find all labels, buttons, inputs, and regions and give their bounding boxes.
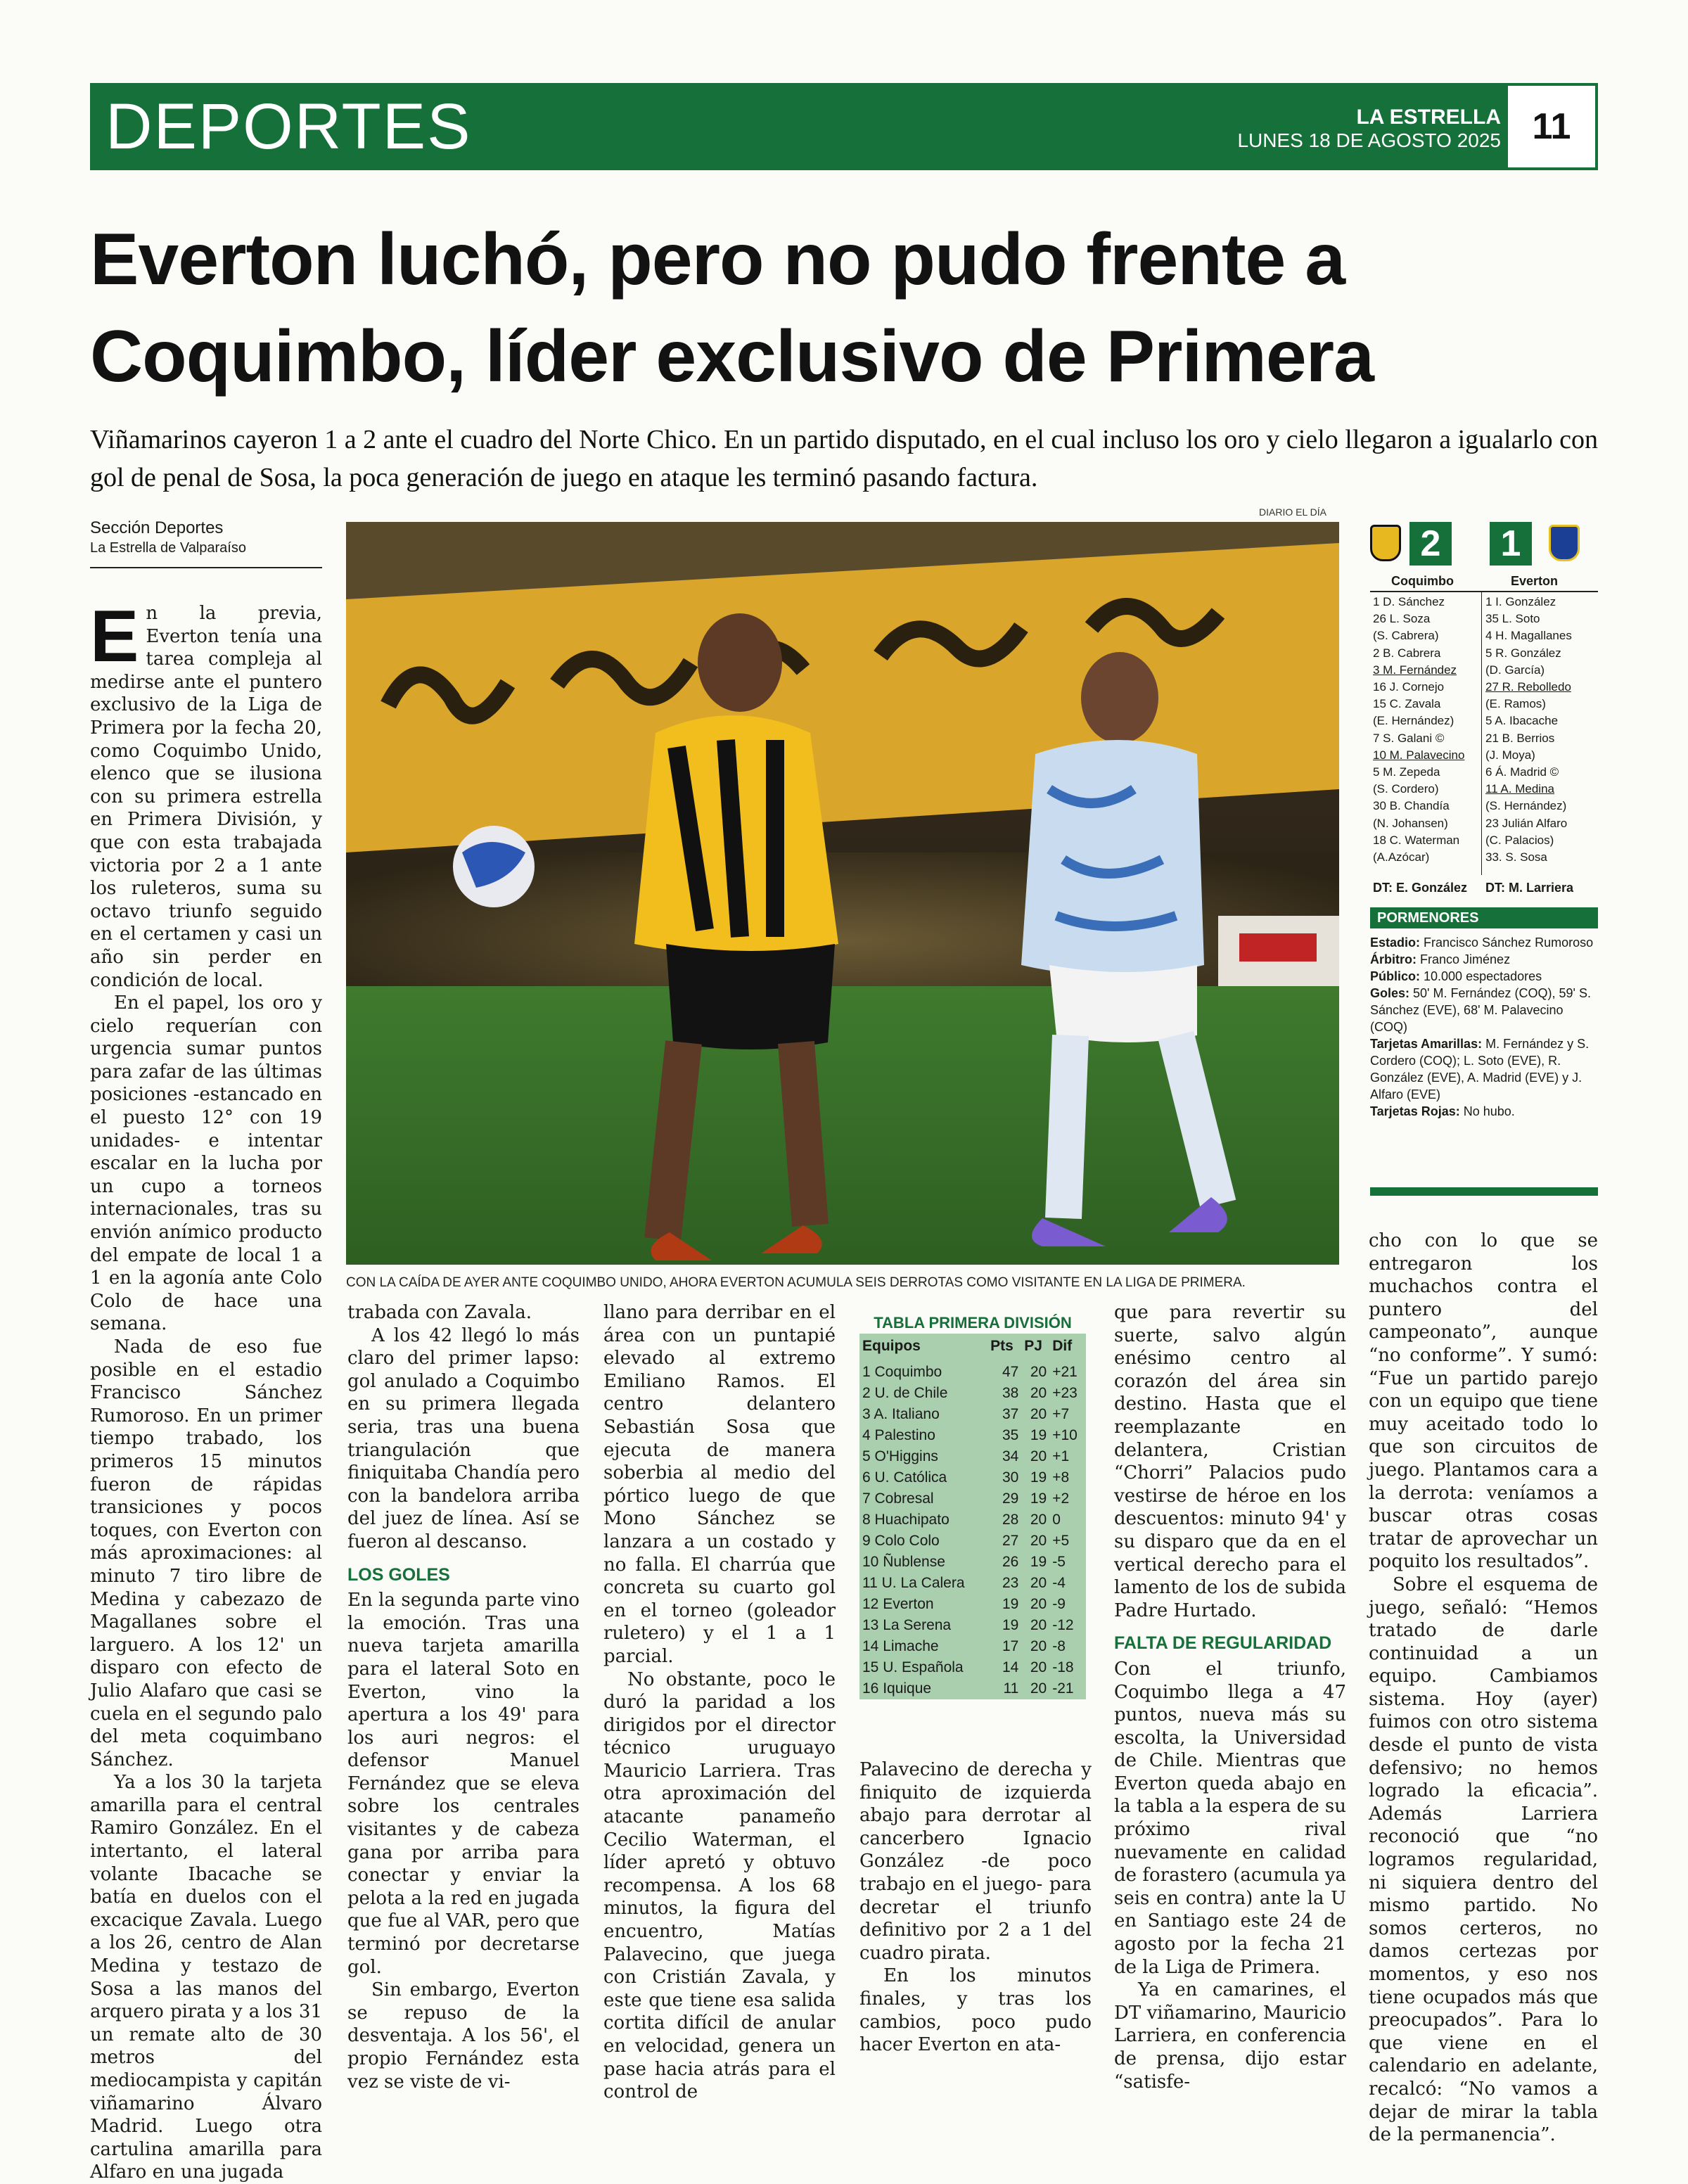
- detail-label: Estadio:: [1370, 935, 1421, 950]
- page-number: 11: [1532, 106, 1571, 147]
- table-row: [859, 1594, 1086, 1615]
- table-row: [859, 1531, 1086, 1552]
- paragraph: Sobre el esquema de juego, señaló: “Hemos tratado de darle continuidad a un equipo. Cambiamos sistema. Hoy (ayer) fuimos con otro sistema desde el punto de vista defensivo; no hemos logrado la eficacia”. Además Larriera reconoció que “no logramos regularidad, ni siquiera dentro del mismo partido. No somos certeros, no damos certezas por momentos, y eso nos tiene ocupados más que preocupados”. Para lo que viene en el calendario en adelante, recalcó: “No vamos a dejar de mirar la tabla de la permanencia”.: [1369, 1573, 1598, 2146]
- article-column-4: [859, 1758, 1092, 2057]
- lineup-divider: [1481, 591, 1482, 875]
- detail-label: Tarjetas Amarillas:: [1370, 1037, 1483, 1051]
- team-cell: 2 U. de Chile: [862, 1385, 948, 1401]
- score-box-bottom-rule: [1370, 1187, 1598, 1196]
- points-cell: 35: [1002, 1427, 1019, 1443]
- detail-text: M. Fernández y S. Cordero (COQ); L. Soto (EVE), R. González (EVE), A. Madrid (EVE) y J. Alfaro (EVE): [1370, 1037, 1590, 1101]
- lineup-player: 10 M. Palavecino: [1373, 748, 1465, 762]
- detail-label: Goles:: [1370, 986, 1410, 1000]
- deck: Viñamarinos cayeron 1 a 2 ante el cuadro del Norte Chico. En un partido disputado, en el cual incluso los oro y cielo llegaron a igualarlo con gol de penal de Sosa, la poca generación de juego en ataque les terminó pasando factura.: [90, 425, 1599, 492]
- standings-grid: [859, 1336, 1086, 1699]
- points-cell: 29: [1002, 1490, 1019, 1507]
- paragraph: cho con lo que se entregaron los muchachos contra el puntero del campeonato”, aunque “no conforme”. Y sumó: “Fue un partido parejo con un equipo que tiene muy aceitado todo lo que son circuitos de juego. Plantamos cara a la derrota: veníamos a buscar otras cosas tratar de aprovechar un poquito los resultados”.: [1369, 1230, 1598, 1573]
- score-divider: [1370, 591, 1598, 592]
- table-row: [859, 1362, 1086, 1383]
- lineup-player: 16 J. Cornejo: [1373, 680, 1445, 694]
- lineup-player: 2 B. Cabrera: [1373, 646, 1441, 660]
- team-cell: 5 O'Higgins: [862, 1448, 938, 1464]
- lineup-player: 7 S. Galani ©: [1373, 731, 1445, 745]
- headline: Everton luchó, pero no pudo frente a Coquimbo, líder exclusivo de Primera: [90, 219, 1374, 397]
- lineup-player: (E. Ramos): [1485, 697, 1546, 711]
- lineup-player: 18 C. Waterman: [1373, 833, 1460, 847]
- team-cell: 10 Ñublense: [862, 1554, 945, 1570]
- diff-cell: -18: [1052, 1659, 1074, 1675]
- points-cell: 11: [1003, 1680, 1019, 1697]
- lineup-player: 27 R. Rebolledo: [1485, 680, 1571, 694]
- table-row: [859, 1383, 1086, 1404]
- points-cell: 30: [1002, 1469, 1019, 1486]
- paragraph: llano para derribar en el área con un puntapié elevado al extremo Emiliano Ramos. El centro delantero Sebastián Sosa que ejecuta de manera soberbia al medio del pórtico luego de que Mono Sánchez se lanzara a un costado y no falla. El charrúa que concreta su cuarto gol en el torneo (goleador ruletero) y el 1 a 1 parcial.: [603, 1302, 836, 1667]
- played-cell: 20: [1030, 1680, 1047, 1697]
- byline: [90, 518, 322, 568]
- detail-label: Árbitro:: [1370, 952, 1417, 966]
- points-cell: 38: [1002, 1385, 1019, 1401]
- lineup-player: (E. Hernández): [1373, 714, 1454, 728]
- points-cell: 28: [1002, 1512, 1019, 1528]
- detail-item: [1370, 951, 1598, 968]
- paragraph: Sin embargo, Everton se repuso de la desventaja. A los 56', el propio Fernández esta vez se viste de vi-: [347, 1979, 580, 2093]
- lineup-player: 3 M. Fernández: [1373, 663, 1457, 677]
- table-row: [859, 1446, 1086, 1467]
- detail-label: Tarjetas Rojas:: [1370, 1104, 1460, 1118]
- played-cell: 20: [1030, 1575, 1047, 1591]
- article-column-6: [1369, 1230, 1598, 2147]
- played-cell: 20: [1030, 1596, 1047, 1612]
- detail-item: [1370, 1103, 1598, 1120]
- lineup-player: 1 I. González: [1485, 595, 1556, 608]
- diff-cell: +8: [1052, 1469, 1070, 1486]
- points-cell: 19: [1002, 1617, 1019, 1633]
- lineup-player: (C. Palacios): [1485, 833, 1554, 847]
- points-cell: 19: [1002, 1596, 1019, 1612]
- lineup-player: 26 L. Soza: [1373, 612, 1431, 626]
- points-cell: 34: [1002, 1448, 1019, 1464]
- table-row: [859, 1425, 1086, 1446]
- points-cell: 14: [1002, 1659, 1019, 1675]
- away-lineup: [1485, 594, 1598, 866]
- detail-item: [1370, 985, 1598, 1035]
- team-cell: 1 Coquimbo: [862, 1364, 942, 1380]
- lineup-player: 35 L. Soto: [1485, 612, 1540, 626]
- team-cell: 12 Everton: [862, 1596, 934, 1612]
- table-row: [859, 1467, 1086, 1488]
- standings-header-row: [859, 1336, 1086, 1362]
- team-cell: 3 A. Italiano: [862, 1406, 940, 1422]
- article-column-2: [347, 1301, 580, 2093]
- table-row: [859, 1678, 1086, 1699]
- paragraph: En la segunda parte vino la emoción. Tras una nueva tarjeta amarilla para el lateral Soto en Everton, vino la apertura a los 49' para los auri negros: el defensor Manuel Fernández que se eleva sobre los centrales visitantes y de cabeza gana por arriba para conectar y enviar la pelota a la red en jugada que fue al VAR, pero que terminó por decretarse gol.: [347, 1590, 580, 1978]
- points-cell: 26: [1002, 1554, 1019, 1570]
- played-cell: 20: [1030, 1638, 1047, 1654]
- masthead: [1237, 106, 1501, 152]
- standings-title: TABLA PRIMERA DIVISIÓN: [859, 1313, 1086, 1334]
- diff-cell: -21: [1052, 1680, 1074, 1697]
- played-cell: 19: [1030, 1554, 1047, 1570]
- lineup-player: 1 D. Sánchez: [1373, 595, 1445, 608]
- away-coach: DT: M. Larriera: [1485, 881, 1574, 895]
- detail-text: Franco Jiménez: [1420, 952, 1511, 966]
- lineup-player: 23 Julián Alfaro: [1485, 816, 1568, 830]
- points-cell: 27: [1002, 1533, 1019, 1549]
- played-cell: 20: [1030, 1617, 1047, 1633]
- table-row: [859, 1552, 1086, 1573]
- header-equipos: Equipos: [862, 1338, 921, 1354]
- diff-cell: -4: [1052, 1575, 1066, 1591]
- pormenores-title: PORMENORES: [1370, 907, 1598, 928]
- lineup-player: 5 M. Zepeda: [1373, 765, 1440, 779]
- away-score: 1: [1490, 522, 1532, 566]
- away-team-name: Everton: [1511, 574, 1559, 588]
- newspaper-name: LA ESTRELLA: [1356, 106, 1501, 129]
- diff-cell: -5: [1052, 1554, 1066, 1570]
- coquimbo-shield-icon: [1370, 525, 1401, 561]
- played-cell: 20: [1030, 1533, 1047, 1549]
- detail-text: Francisco Sánchez Rumoroso: [1424, 935, 1594, 950]
- home-lineup: [1373, 594, 1478, 866]
- team-cell: 15 U. Española: [862, 1659, 964, 1675]
- lineup-player: (S. Hernández): [1485, 799, 1567, 813]
- subhead-falta-de-regularidad: FALTA DE REGULARIDAD: [1114, 1633, 1332, 1654]
- paragraph: No obstante, poco le duró la paridad a los dirigidos por el director técnico uruguayo Mauricio Larriera. Tras otra aproximación del atacante panameño Cecilio Waterman, el líder apretó y obtuvo recompensa. A los 68 minutos, la figura del encuentro, Matías Palavecino, que juega con Cristián Zavala, y este que tiene esa salida cortita difícil de anular en velocidad, genera un pase hacia atrás para el control de: [603, 1668, 836, 2103]
- played-cell: 19: [1030, 1427, 1047, 1443]
- lineup-player: 21 B. Berrios: [1485, 731, 1555, 745]
- team-cell: 8 Huachipato: [862, 1512, 950, 1528]
- played-cell: 20: [1030, 1385, 1047, 1401]
- paragraph: A los 42 llegó lo más claro del primer lapso: gol anulado a Coquimbo en su primera llegada seria, tras una buena triangulación que finiquitaba Chandía pero con la bandelora arriba del juez de línea. Así se fueron al descanso.: [347, 1324, 580, 1552]
- diff-cell: +2: [1052, 1490, 1070, 1507]
- table-row: [859, 1636, 1086, 1657]
- paragraph: Palavecino de derecha y finiquito de izquierda abajo para derrotar al cancerbero Ignacio González -de poco trabajo en el juego- para decretar el triunfo definitivo por 2 a 1 del cuadro pirata.: [859, 1759, 1092, 1964]
- points-cell: 37: [1002, 1406, 1019, 1422]
- played-cell: 20: [1030, 1364, 1047, 1380]
- lineup-player: (D. García): [1485, 663, 1545, 677]
- diff-cell: +5: [1052, 1533, 1070, 1549]
- article-column-3: [603, 1301, 836, 2104]
- dropcap: E: [90, 596, 139, 677]
- table-row: [859, 1615, 1086, 1636]
- team-cell: 7 Cobresal: [862, 1490, 934, 1507]
- match-photo: [346, 522, 1339, 1265]
- header-pts: Pts: [990, 1338, 1014, 1354]
- home-team-name: Coquimbo: [1391, 574, 1454, 588]
- byline-section: Sección Deportes: [90, 518, 224, 537]
- paragraph: En el papel, los oro y cielo requerían con urgencia sumar puntos para zafar de las últimas posiciones -estancado en el puesto 12° con 19 unidades- e intentar escalar en la lucha por un cupo a torneos internacionales, tras su envión anímico producto del empate de local 1 a 1 en la agonía ante Colo Colo de hace una semana.: [90, 992, 322, 1335]
- lineup-player: 11 A. Medina: [1485, 782, 1554, 796]
- article-column-5: [1114, 1301, 1346, 2093]
- diff-cell: -8: [1052, 1638, 1066, 1654]
- paragraph: Ya a los 30 la tarjeta amarilla para el central Ramiro González. En el intertanto, el lateral volante Ibacache se batía en duelos con el excacique Zavala. Luego a los 26, centro de Alan Medina y testazo de Sosa a las manos del arquero pirata y a los 31 un remate alto de 30 metros del mediocampista y capitán viñamarino Álvaro Madrid. Luego otra cartulina amarilla para Alfaro en una jugada: [90, 1772, 322, 2183]
- lineup-player: (S. Cordero): [1373, 782, 1439, 796]
- lineup-player: 15 C. Zavala: [1373, 697, 1441, 711]
- photo-credit: DIARIO EL DÍA: [1259, 506, 1326, 518]
- table-row: [859, 1488, 1086, 1509]
- played-cell: 20: [1030, 1406, 1047, 1422]
- diff-cell: +1: [1052, 1448, 1070, 1464]
- detail-text: 50' M. Fernández (COQ), 59' S. Sánchez (EVE), 68' M. Palavecino (COQ): [1370, 986, 1591, 1034]
- standings-body: [859, 1362, 1086, 1699]
- lineup-player: 5 A. Ibacache: [1485, 714, 1559, 728]
- lineup-player: 4 H. Magallanes: [1485, 629, 1572, 643]
- standings-table: [859, 1313, 1086, 1699]
- lineup-player: 30 B. Chandía: [1373, 799, 1450, 813]
- lineup-player: (A.Azócar): [1373, 850, 1430, 864]
- paragraph: que para revertir su suerte, salvo algún enésimo centro al corazón del área sin destino. Hasta que el reemplazante en delantera, Cristian “Chorri” Palacios pudo vestirse de héroe en los descuentos: minuto 94' y su disparo que da en el vertical derecho para el lamento de los de subida Padre Hurtado.: [1114, 1302, 1346, 1621]
- everton-shield-icon: [1549, 525, 1580, 561]
- match-details: [1370, 934, 1598, 1120]
- lineup-player: 5 R. González: [1485, 646, 1561, 660]
- paragraph: Nada de eso fue posible en el estadio Francisco Sánchez Rumoroso. En un primer tiempo trabado, los primeros 15 minutos fueron de rápidas transiciones y pocos toques, con Everton con más aproximaciones: al minuto 7 tiro libre de Medina y cabezazo de Magallanes sobre el larguero. A los 12' un disparo con efecto de Julio Alafaro que casi se cuela en el segundo palo del meta coquimbano Sánchez.: [90, 1336, 322, 1770]
- played-cell: 20: [1030, 1448, 1047, 1464]
- subhead-los-goles: LOS GOLES: [347, 1564, 450, 1585]
- team-cell: 16 Iquique: [862, 1680, 932, 1697]
- team-cell: 13 La Serena: [862, 1617, 952, 1633]
- paragraph: trabada con Zavala.: [347, 1302, 532, 1323]
- table-row: [859, 1509, 1086, 1531]
- issue-date: LUNES 18 DE AGOSTO 2025: [1237, 129, 1501, 151]
- table-row: [859, 1573, 1086, 1594]
- played-cell: 19: [1030, 1490, 1047, 1507]
- paragraph: Ya en camarines, el DT viñamarino, Mauricio Larriera, en conferencia de prensa, dijo estar “satisfe-: [1114, 1979, 1346, 2093]
- detail-item: [1370, 934, 1598, 951]
- diff-cell: +10: [1052, 1427, 1078, 1443]
- team-cell: 14 Limache: [862, 1638, 939, 1654]
- points-cell: 23: [1002, 1575, 1019, 1591]
- diff-cell: +7: [1052, 1406, 1070, 1422]
- team-cell: 6 U. Católica: [862, 1469, 947, 1486]
- home-score: 2: [1409, 522, 1452, 566]
- played-cell: 20: [1030, 1512, 1047, 1528]
- lineup-player: (N. Johansen): [1373, 816, 1448, 830]
- team-cell: 11 U. La Calera: [862, 1575, 965, 1591]
- paragraph: Con el triunfo, Coquimbo llega a 47 puntos, nueva más su escolta, la Universidad de Chile. Mientras que Everton queda abajo en la tabla a la espera de su próximo rival nuevamente en calidad de forastero (acumula ya seis en contra) ante la U en Santiago este 24 de agosto por la fecha 21 de la Liga de Primera.: [1114, 1658, 1346, 1978]
- header-dif: Dif: [1052, 1338, 1073, 1354]
- paragraph: En los minutos finales, y tras los cambios, poco pudo hacer Everton en ata-: [859, 1965, 1092, 2056]
- lineup-player: 6 Á. Madrid ©: [1485, 765, 1559, 779]
- team-cell: 9 Colo Colo: [862, 1533, 940, 1549]
- header-pj: PJ: [1024, 1338, 1042, 1354]
- article-column-1: [90, 596, 322, 2184]
- detail-text: 10.000 espectadores: [1424, 969, 1542, 983]
- diff-cell: -12: [1052, 1617, 1074, 1633]
- detail-item: [1370, 968, 1598, 985]
- detail-item: [1370, 1035, 1598, 1103]
- points-cell: 47: [1002, 1364, 1019, 1380]
- home-coach: DT: E. González: [1373, 881, 1468, 895]
- table-row: [859, 1657, 1086, 1678]
- detail-text: No hubo.: [1463, 1104, 1515, 1118]
- diff-cell: +23: [1052, 1385, 1078, 1401]
- played-cell: 20: [1030, 1659, 1047, 1675]
- diff-cell: 0: [1052, 1512, 1061, 1528]
- diff-cell: -9: [1052, 1596, 1066, 1612]
- lineup-player: (J. Moya): [1485, 748, 1535, 762]
- points-cell: 17: [1002, 1638, 1019, 1654]
- photo-caption: CON LA CAÍDA DE AYER ANTE COQUIMBO UNIDO, AHORA EVERTON ACUMULA SEIS DERROTAS COMO VISITANTE EN LA LIGA DE PRIMERA.: [346, 1275, 1246, 1290]
- team-cell: 4 Palestino: [862, 1427, 935, 1443]
- lineup-player: 33. S. Sosa: [1485, 850, 1547, 864]
- detail-label: Público:: [1370, 969, 1420, 983]
- diff-cell: +21: [1052, 1364, 1078, 1380]
- lineup-player: (S. Cabrera): [1373, 629, 1439, 643]
- byline-paper: La Estrella de Valparaíso: [90, 540, 246, 556]
- section-title: DEPORTES: [106, 91, 472, 162]
- table-row: [859, 1404, 1086, 1425]
- paragraph: n la previa, Everton tenía una tarea compleja al medirse ante el puntero exclusivo de la Liga de Primera por la fecha 20, como Coquimbo Unido, elenco que se ilusiona con su primera estrella en Primera División, y que con esta trabajada victoria por 2 a 1 ante los ruleteros, suma su octavo triunfo seguido en el certamen y casi un año sin perder en condición de local.: [90, 603, 322, 991]
- played-cell: 19: [1030, 1469, 1047, 1486]
